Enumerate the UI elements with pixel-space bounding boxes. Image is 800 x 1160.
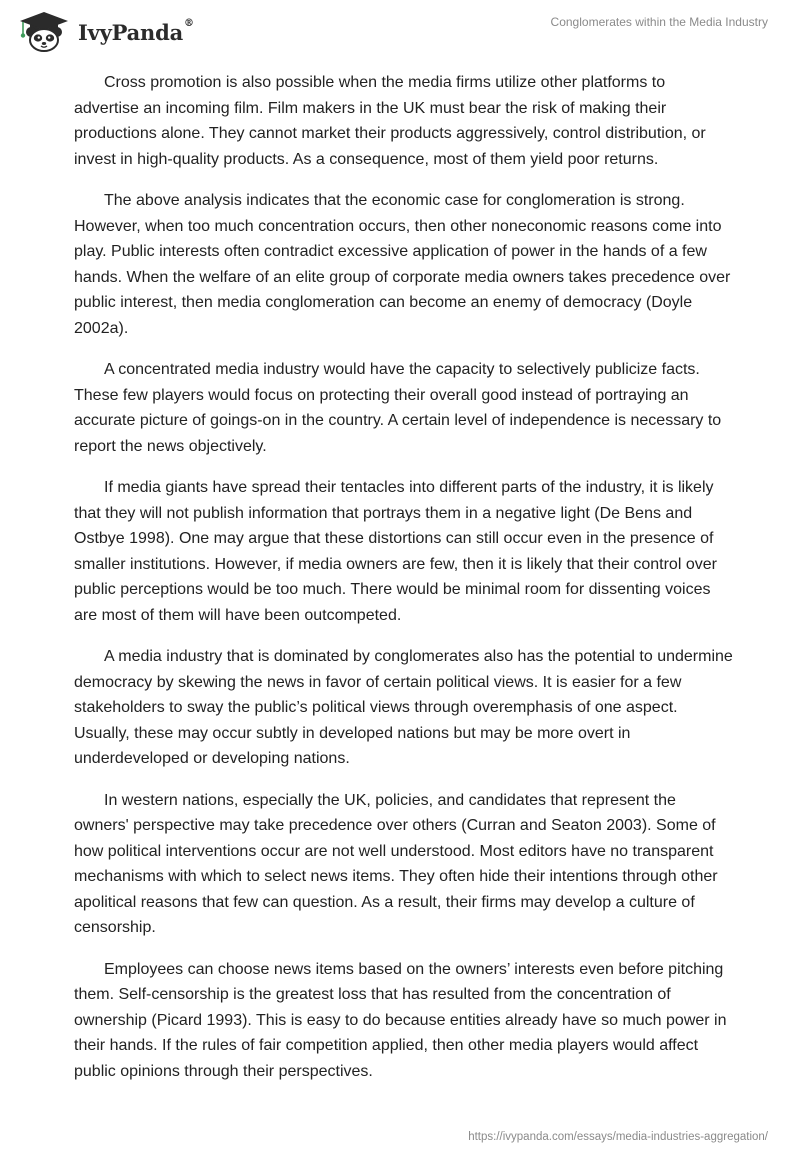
brand-name: IvyPanda® [78, 18, 194, 45]
paragraph: The above analysis indicates that the economic case for conglomeration is strong. However, when too much concentration occurs, then other noneconomic reasons come into play. Public interests often contradict excessive application of power in the hands of a few hands. When the welfare of an elite group of corporate media owners takes precedence over public interest, then media conglomeration can become an enemy of democracy (Doyle 2002a). [74, 192, 731, 337]
paragraph: A media industry that is dominated by conglomerates also has the potential to undermine democracy by skewing the news in favor of certain political views. It is easier for a few stakeholders to sway the public’s political views through overemphasis of one aspect. Usually, these may occur subtly in developed nations but may be more overt in underdeveloped or developing nations. [74, 648, 733, 767]
panda-graduate-icon [16, 10, 72, 52]
ivypanda-logo[interactable] [16, 10, 206, 52]
paragraph: If media giants have spread their tentacles into different parts of the industry, it is likely that they will not publish information that portrays them in a negative light (De Bens and Ostbye 1998). One may argue that these distortions can still occur even in the presence of smaller institutions. However, if media owners are few, then it is likely that their control over public perceptions would be too much. There would be minimal room for dissenting voices are most of them will have been outcompeted. [74, 479, 717, 624]
paragraph: Cross promotion is also possible when the media firms utilize other platforms to advertise an incoming film. Film makers in the UK must bear the risk of making their productions alone. They cannot market their products aggressively, control distribution, or invest in high-quality products. As a consequence, most of them yield poor returns. [74, 74, 706, 168]
paragraph: A concentrated media industry would have the capacity to selectively publicize facts. These few players would focus on protecting their overall good instead of portraying an accurate picture of goings-on in the country. A certain level of independence is necessary to report the news objectively. [74, 361, 722, 455]
paragraph: In western nations, especially the UK, policies, and candidates that represent the owners' perspective may take precedence over others (Curran and Seaton 2003). Some of how political interventions occur are not well understood. Most editors have no transparent mechanisms with which to select news items. They often hide their intentions through other apolitical reasons that few can question. As a result, their firms may develop a culture of censorship. [74, 791, 718, 936]
page-header [0, 0, 800, 62]
source-url-link[interactable]: https://ivypanda.com/essays/media-industries-aggregation/ [468, 1131, 768, 1143]
paragraph: Employees can choose news items based on the owners’ interests even before pitching them. Self-censorship is the greatest loss that has resulted from the concentration of ownership (Picard 1993). This is easy to do because entities already have so much power in their hands. If the rules of fair competition applied, then other media players would affect public opinions through their perspectives. [74, 960, 727, 1080]
document-title: Conglomerates within the Media Industry [550, 15, 768, 29]
essay-body [74, 70, 734, 1100]
